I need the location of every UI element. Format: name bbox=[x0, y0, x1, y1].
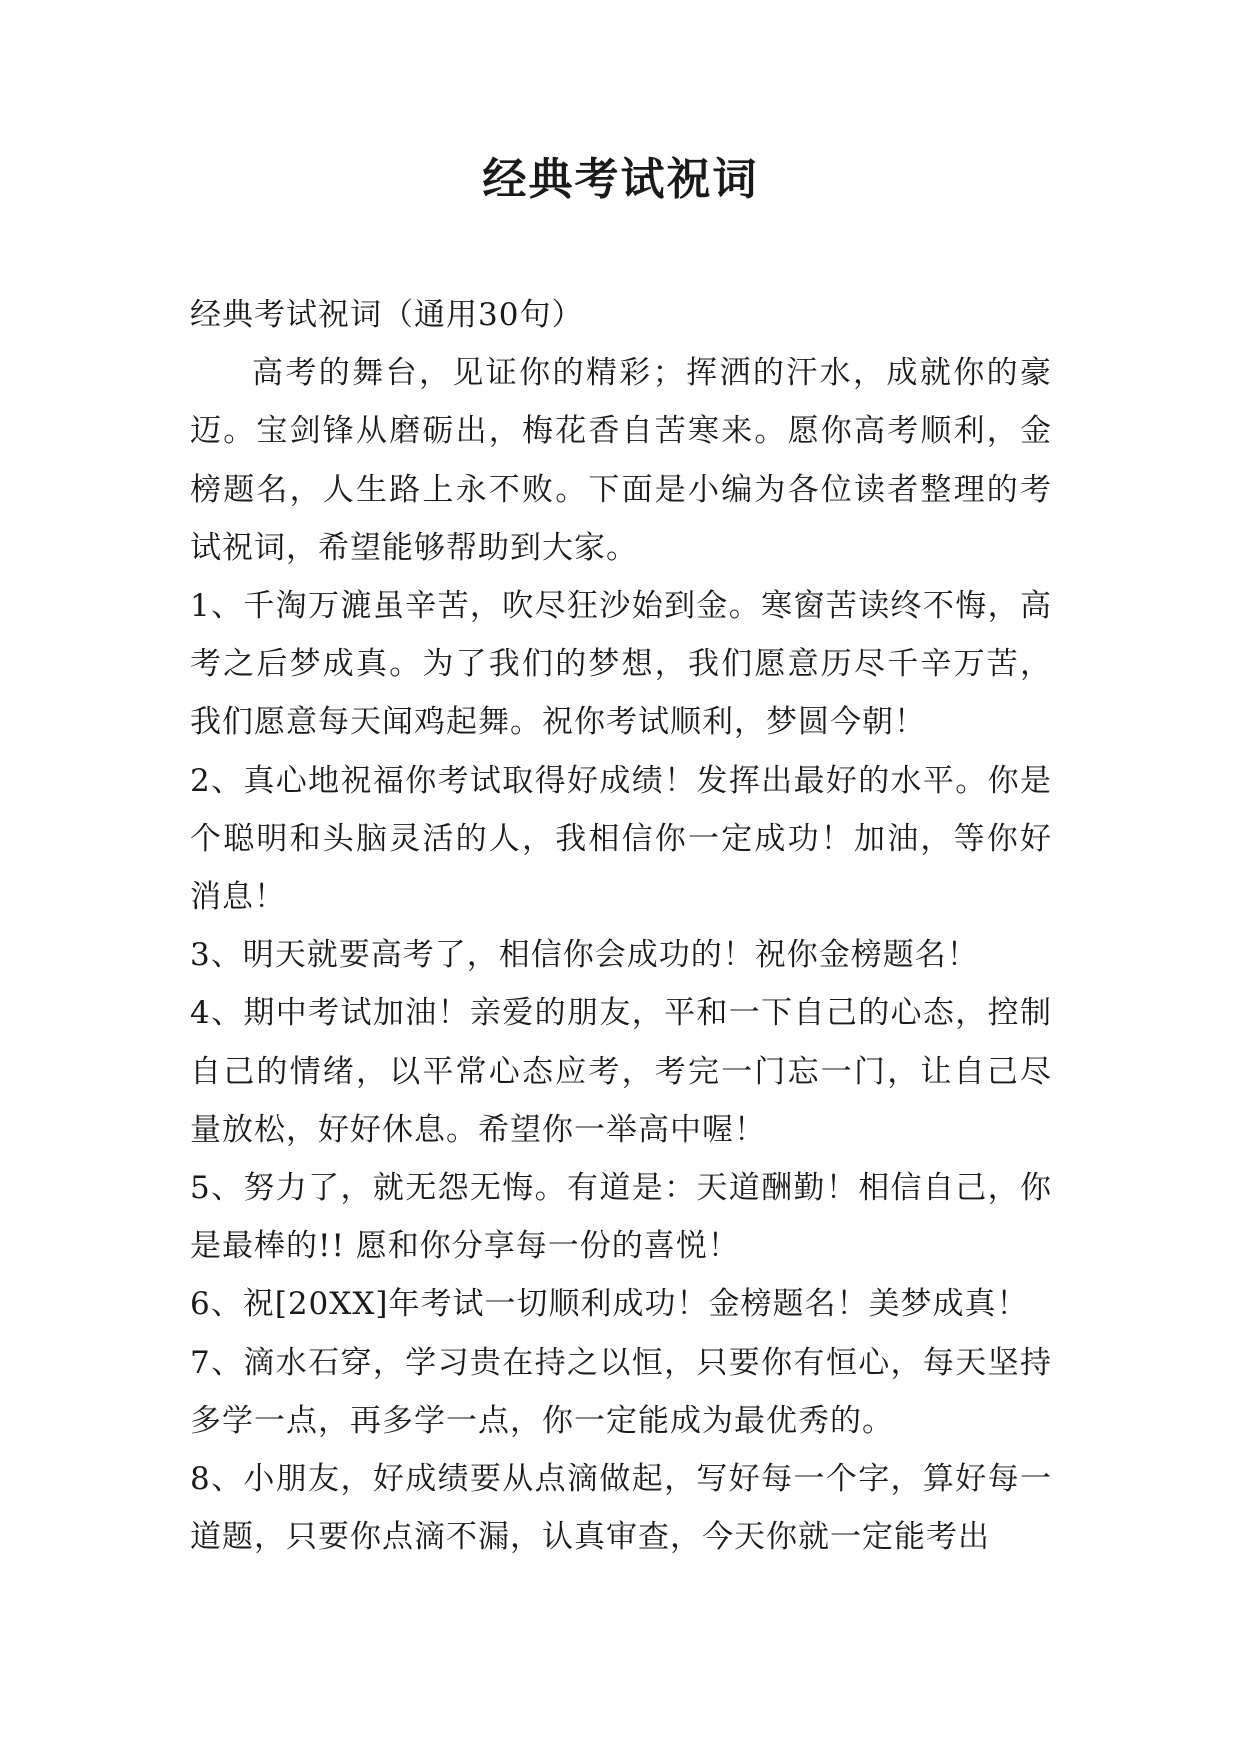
list-item: 4、期中考试加油！亲爱的朋友，平和一下自己的心态，控制自己的情绪，以平常心态应考，考完一门忘一门，让自己尽量放松，好好休息。希望你一举高中喔！ bbox=[190, 995, 1052, 1148]
list-item: 5、努力了，就无怨无悔。有道是：天道酬勤！相信自己，你是最棒的!! 愿和你分享每一份的喜悦！ bbox=[190, 1170, 1052, 1265]
list-item: 2、真心地祝福你考试取得好成绩！发挥出最好的水平。你是个聪明和头脑灵活的人，我相信你一定成功！加油，等你好消息！ bbox=[190, 762, 1052, 916]
intro-paragraph: 高考的舞台，见证你的精彩；挥洒的汗水，成就你的豪迈。宝剑锋从磨砺出，梅花香自苦寒来。愿你高考顺利，金榜题名，人生路上永不败。下面是小编为各位读者整理的考试祝词，希望能够帮助到大家。 bbox=[190, 355, 1052, 566]
page-title: 经典考试祝词 bbox=[482, 154, 759, 205]
document-body bbox=[190, 286, 1052, 1566]
list-item: 8、小朋友，好成绩要从点滴做起，写好每一个字，算好每一道题，只要你点滴不漏，认真审查，今天你就一定能考出 bbox=[190, 1461, 1052, 1556]
list-item: 3、明天就要高考了，相信你会成功的！祝你金榜题名！ bbox=[190, 937, 979, 974]
document-subtitle: 经典考试祝词（通用30句） bbox=[190, 297, 584, 333]
list-item: 6、祝[20XX]年考试一切顺利成功！金榜题名！美梦成真！ bbox=[190, 1286, 1029, 1323]
list-item: 7、滴水石穿，学习贵在持之以恒，只要你有恒心，每天坚持多学一点，再多学一点，你一定能成为最优秀的。 bbox=[190, 1344, 1052, 1439]
list-item: 1、千淘万漉虽辛苦，吹尽狂沙始到金。寒窗苦读终不悔，高考之后梦成真。为了我们的梦想，我们愿意历尽千辛万苦，我们愿意每天闻鸡起舞。祝你考试顺利，梦圆今朝！ bbox=[190, 588, 1052, 741]
